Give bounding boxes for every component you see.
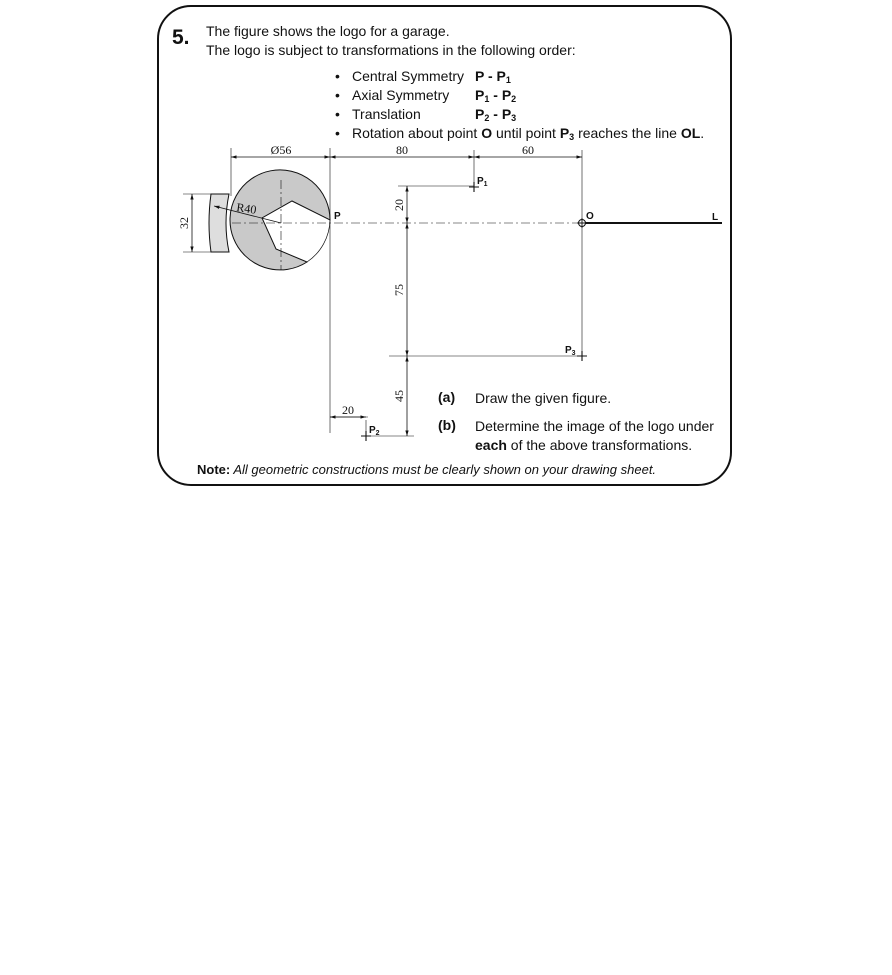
dim-45-label: 45 [392,390,406,402]
question-number: 5. [172,26,190,49]
transformation-mapping: P - $P_1$ [475,68,511,85]
label-p1: $P_1$ [477,176,488,188]
intro-line-2: The logo is subject to transformations in the following order: [206,42,576,58]
note: Note: All geometric constructions must be clearly shown on your drawing sheet. [197,462,657,477]
dim-80-label: 80 [396,143,408,157]
dim-20-horizontal-label: 20 [342,403,354,417]
transformation-name: Rotation about point O until point $P_3$ reaches the line OL. [352,125,705,142]
label-p2: $P_2$ [369,425,380,437]
label-p: P [334,211,341,222]
bullet: • [335,125,340,141]
transformation-name: Translation [352,106,421,122]
part-a-text: Draw the given figure. [475,390,612,406]
part-b-text-line2: each of the above transformations. [475,437,693,453]
transformation-name: Central Symmetry [352,68,465,84]
dim-75-label: 75 [392,284,406,296]
transformation-name: Axial Symmetry [352,87,450,103]
bullet: • [335,68,340,84]
part-a-label: (a) [438,389,456,405]
transformation-mapping: $P_1 - P_2$ [475,87,517,104]
dim-diameter-label: Ø56 [270,143,292,157]
logo-light-segment [209,194,229,252]
dim-radius-label: R40 [235,200,258,217]
dim-32-label: 32 [177,217,191,229]
bullet: • [335,87,340,103]
label-o: O [586,211,594,222]
point-p3-cross [577,351,587,361]
logo-arc-outline [307,220,330,262]
intro-line-1: The figure shows the logo for a garage. [206,23,450,39]
bullet: • [335,106,340,122]
label-p3: $P_3$ [565,345,576,357]
label-l: L [712,212,719,223]
part-b-text-line1: Determine the image of the logo under [475,418,714,434]
transformation-mapping: $P_2 - P_3$ [475,106,517,123]
dim-60-label: 60 [522,143,534,157]
dim-20-vertical-label: 20 [392,199,406,211]
part-b-label: (b) [438,417,456,433]
